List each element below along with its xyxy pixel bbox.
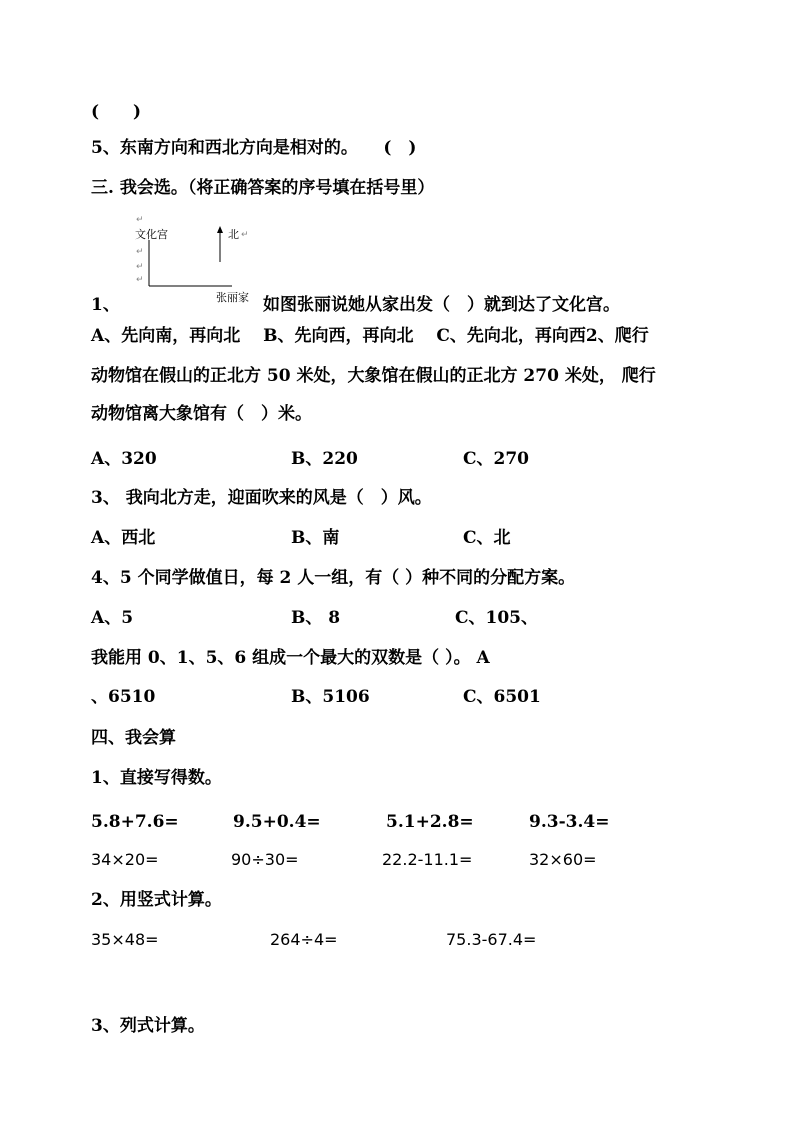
home-label: 张丽家 bbox=[216, 291, 249, 304]
answer-blank-line: ( ) bbox=[91, 102, 142, 122]
choice-question-3: 3、 我向北方走，迎面吹来的风是（ ）风。 bbox=[91, 488, 432, 508]
choice-question-2-line-1: 动物馆在假山的正北方 50 米处，大象馆在假山的正北方 270 米处， 爬行 bbox=[91, 366, 656, 386]
choice-question-1-number: 1、 bbox=[91, 295, 120, 315]
calc-item-1: 5.8+7.6= bbox=[91, 812, 179, 832]
north-label: 北 bbox=[228, 228, 239, 241]
section-4-heading: 四、我会算 bbox=[91, 728, 176, 748]
calc-item-5: 34×20= bbox=[91, 850, 159, 869]
calc-item-3: 5.1+2.8= bbox=[386, 812, 474, 832]
culture-palace-label: 文化宫 bbox=[135, 228, 168, 241]
choice-q5-option-c: C、6501 bbox=[463, 687, 541, 707]
calc-item-8: 32×60= bbox=[529, 850, 597, 869]
choice-q3-option-a: A、西北 bbox=[91, 528, 156, 548]
choice-q2-option-b: B、220 bbox=[291, 449, 358, 469]
choice-question-2-line-2: 动物馆离大象馆有（ ）米。 bbox=[91, 404, 312, 424]
calc-item-4: 9.3-3.4= bbox=[529, 812, 610, 832]
choice-q4-option-c: C、105、 bbox=[455, 608, 539, 628]
choice-q3-option-b: B、南 bbox=[291, 528, 340, 548]
section-3-heading: 三. 我会选。（将正确答案的序号填在括号里） bbox=[91, 178, 435, 198]
calc-part-2-heading: 2、用竖式计算。 bbox=[91, 890, 222, 910]
choice-q2-option-a: A、320 bbox=[91, 449, 157, 469]
choice-q4-option-a: A、5 bbox=[91, 608, 134, 628]
choice-q2-option-c: C、270 bbox=[463, 449, 530, 469]
calc-item-2: 9.5+0.4= bbox=[233, 812, 321, 832]
calc-item-7: 22.2-11.1= bbox=[382, 850, 473, 869]
choice-question-5: 我能用 0、1、5、6 组成一个最大的双数是（ ）。 A bbox=[91, 648, 490, 668]
choice-q5-option-b: B、5106 bbox=[291, 687, 370, 707]
calc-part-3-heading: 3、列式计算。 bbox=[91, 1016, 205, 1036]
vertical-calc-item-3: 75.3-67.4= bbox=[446, 930, 537, 949]
vertical-calc-item-2: 264÷4= bbox=[270, 930, 338, 949]
choice-q4-option-b: B、 8 bbox=[291, 608, 341, 628]
choice-q5-option-a: 、6510 bbox=[91, 687, 156, 707]
judge-question-5: 5、东南方向和西北方向是相对的。 ( ) bbox=[91, 138, 417, 158]
choice-question-4: 4、5 个同学做值日，每 2 人一组，有（ ）种不同的分配方案。 bbox=[91, 568, 576, 588]
direction-diagram: ↵ 文化宫 北 ↵ ↵ ↵ ↵ 张丽家 bbox=[128, 216, 268, 306]
choice-q3-option-c: C、北 bbox=[463, 528, 511, 548]
calc-item-6: 90÷30= bbox=[231, 850, 299, 869]
choice-question-1-text: 如图张丽说她从家出发（ ）就到达了文化宫。 bbox=[263, 295, 620, 315]
north-arrow-head bbox=[217, 226, 223, 233]
choice-question-1-options: A、先向南，再向北 B、先向西，再向北 C、先向北，再向西2、爬行 bbox=[91, 326, 649, 346]
vertical-calc-item-1: 35×48= bbox=[91, 930, 159, 949]
calc-part-1-heading: 1、直接写得数。 bbox=[91, 768, 222, 788]
